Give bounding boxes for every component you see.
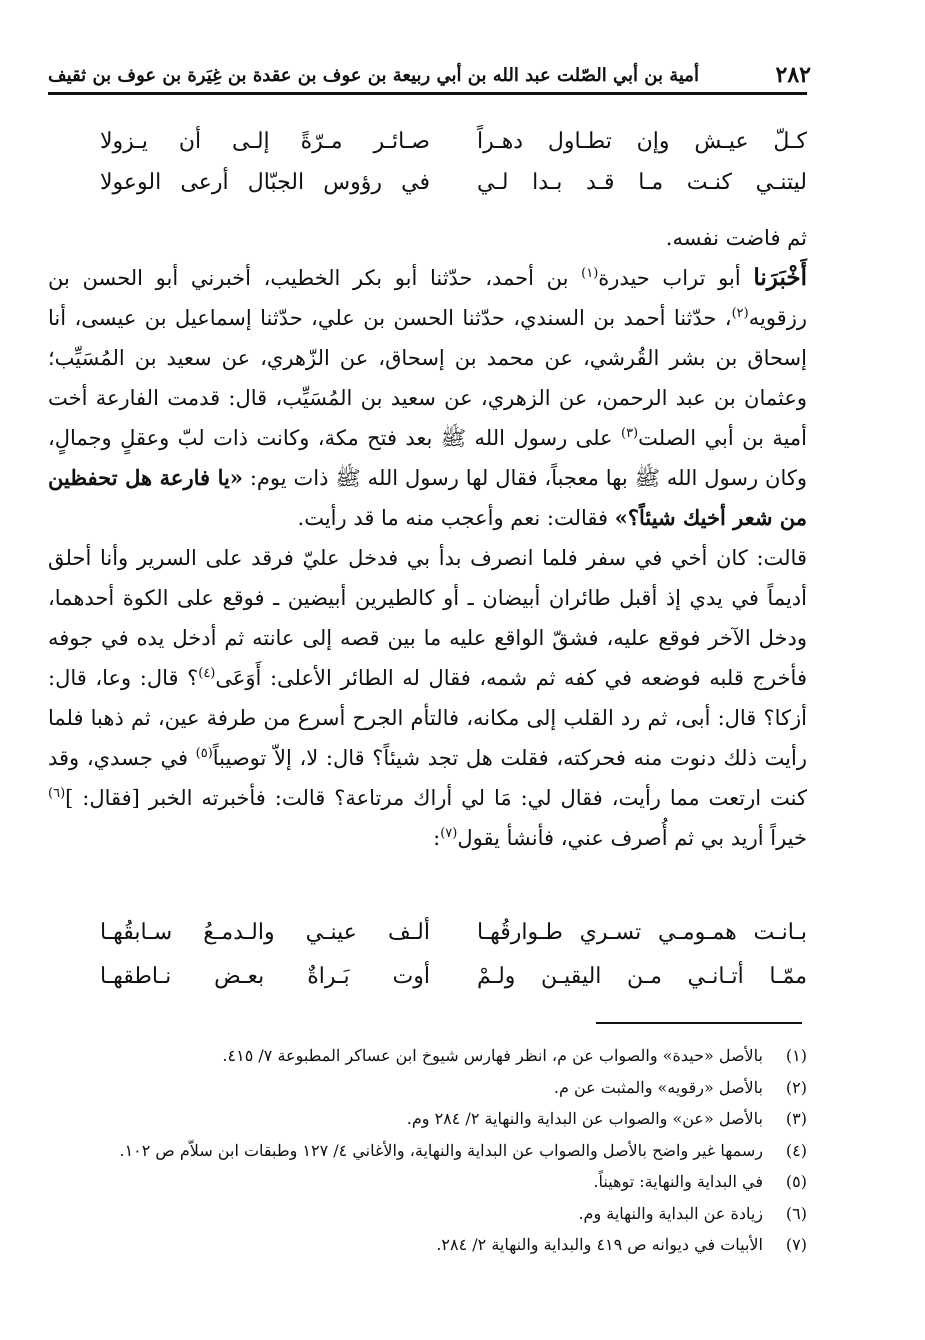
footnotes [48,1040,807,1261]
page-header [48,52,811,95]
footnote-number: (٢) [785,1077,807,1097]
text-segment: قالت: كان أخي في سفر فلما انصرف بدأ بي فدخل عليّ فرقد على السرير وأنا أحلق أديماً في يدي إذ أقبل طائران أبيضان ـ أو كالطيرين أبيضين ـ فوقع على الكوة أحدهما، ودخل الآخر فوقع عليه، فشقّ الواقع عليه ما بين قصه إلى عانته ثم أدخل يده في جوفه فأخرج قلبه فوضعه في كفه ثم شمه، فقال له الطائر الأعلى: أَوَعَى [48,546,807,690]
footnote-ref: (٣) [620,426,639,441]
verse-hemistich-first: ممّـا أتـانـي مـن اليقيـن ولـمْ [477,963,807,989]
footnote-text: بالأصل «رقويه» والمثبت عن م. [553,1077,763,1097]
text-segment: على رسول الله ﷺ بعد فتح مكة، وكانت ذات لبّ وعقلٍ وجمالٍ، وكان رسول الله ﷺ بها معجباً، فقال لها رسول الله ﷺ ذات يوم: [48,426,807,490]
text-segment: فقالت: نعم وأعجب منه ما قد رأيت. [297,506,615,530]
isnad-paragraph [48,258,807,538]
verse-hemistich-first: بـانـت همـومـي تسـري طـوارقُهـا [477,919,807,945]
footnote-text: زيادة عن البداية والنهاية وم. [578,1203,763,1223]
text-segment: خيراً أريد بي ثم أُصرف عني، فأنشأ يقول [457,826,807,850]
footnote-divider [596,1022,802,1024]
footnote [48,1040,807,1072]
text-segment: بن أحمد، حدّثنا أبو بكر الخطيب، أخبرني أبو الحسن بن رزقويه [48,266,807,330]
footnote-number: (٤) [785,1140,807,1160]
footnote-ref: (٥) [195,746,213,761]
footnote-text: في البداية والنهاية: توهيناً. [593,1172,763,1191]
page-number: ٢٨٢ [775,62,811,88]
text-segment: ، حدّثنا أحمد بن السندي، حدّثنا الحسن بن علي، حدّثنا إسماعيل بن عيسى، أنا إسحاق بن بشر القُرشي، عن محمد بن إسحاق، عن الزّهري، عن سعيد بن المُسَيِّب؛ وعثمان بن عبد الرحمن، عن الزهري، عن سعيد بن المُسَيِّب، قال: قدمت الفارعة أخت أمية بن أبي الصلت [48,306,807,450]
verse-line [100,956,807,996]
isnad-lead-word: أَخْبَرَنا [753,264,807,291]
verse-hemistich-second: في رؤوس الجبّال أرعى الوعولا [100,169,430,195]
footnote-ref: (٧) [440,826,458,841]
running-title: أمية بن أبي الصّلت عبد الله بن أبي ربيعة بن عوف بن عقدة بن غِيَرة بن عوف بن ثقيف [48,65,699,86]
footnote-number: (٦) [785,1203,807,1223]
footnote-text: رسمها غير واضح بالأصل والصواب عن البداية والنهاية، والأغاني ٤/ ١٢٧ وطبقات ابن سلاّم ص ١٠٢. [119,1140,763,1160]
text-segment: أبو تراب حيدرة [598,266,754,290]
text-segment: : [433,826,441,850]
verse-line [100,162,807,202]
verse-hemistich-second: صـائـر مـرّةً إلـى أن يـزولا [100,128,430,154]
verse-hemistich-second: ألـف عينـي والـدمـعُ سـابقُهـا [100,919,430,945]
footnote-ref: (١) [581,266,599,281]
footnote-number: (٧) [785,1235,807,1254]
footnote-text: بالأصل «عن» والصواب عن البداية والنهاية ٢/ ٢٨٤ وم. [406,1109,763,1128]
footnote-number: (٥) [785,1172,807,1191]
verse-hemistich-first: ليتنـي كنـت مـا قـد بـدا لـي [477,169,807,195]
footnote-number: (٣) [785,1109,807,1128]
verse-hemistich-second: أوت بَـراةٌ بعـض نـاطقهـا [100,963,430,989]
footnote [48,1166,807,1198]
closing-line: ثم فاضت نفسه. [665,226,807,250]
footnote-ref: (٤) [198,666,216,681]
footnote [48,1072,807,1104]
verse-line [100,912,807,952]
prophetic-quote: «يا فارعة هل تحفظين من شعر أخيك شيئاً؟» [48,465,807,530]
story-paragraph [48,538,807,858]
footnote-ref: (٦) [48,786,66,801]
footnote [48,1135,807,1167]
footnote-number: (١) [785,1046,807,1065]
text-segment: في جسدي، وقد كنت ارتعت مما رأيت، فقال لي: مَا لي أراك مرتاعة؟ قالت: فأخبرته الخبر [فقال: ] [48,746,807,810]
footnote-text: بالأصل «حيدة» والصواب عن م، انظر فهارس شيوخ ابن عساكر المطبوعة ٧/ ٤١٥. [222,1046,763,1065]
footnote [48,1103,807,1135]
footnote [48,1198,807,1230]
main-text [48,218,807,858]
footnote-ref: (٢) [731,306,749,321]
footnote [48,1229,807,1261]
footnote-text: الأبيات في ديوانه ص ٤١٩ والبداية والنهاية ٢/ ٢٨٤. [436,1235,763,1254]
text-segment: ؟ قال: وعا، قال: أزكا؟ قال: أبى، ثم رد القلب إلى مكانه، فالتأم الجرح أسرع من طرفة عين، ثم ذهبا فلما رأيت ذلك دنوت منه فحركته، فقلت هل تجد شيئاً؟ قال: لا، إلاّ توصيباً [48,666,807,770]
verse-line [100,121,807,161]
verse-hemistich-first: كـلّ عيـش وإن تطـاول دهـراً [477,128,807,154]
